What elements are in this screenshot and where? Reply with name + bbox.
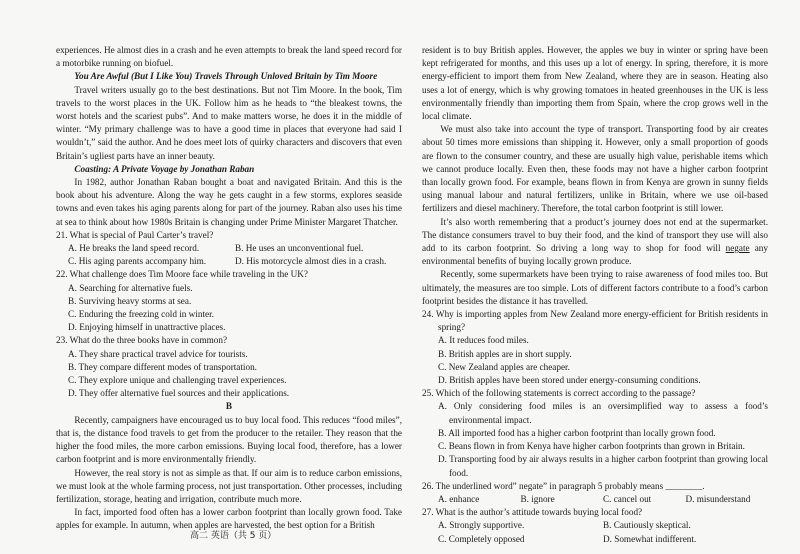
option-26-c: C. cancel out [603,493,652,504]
passage-paragraph: experiences. He almost dies in a crash and he even attempts to break the land speed record for a motorbike running on biofuel. [56,45,402,69]
option-25-c: C. Beans flown in from Kenya have higher carbon footprints than grown in Britain. [438,441,745,452]
option-25-a: A. Only considering food miles is an oversimplified way to assess a food’s environmental impact. [438,401,768,425]
option-21-a: A. He breaks the land speed record. [68,243,200,254]
option-22-c: C. Enduring the freezing cold in winter. [68,309,214,320]
passage-paragraph: resident is to buy British apples. However, the apples we buy in winter or spring have been kept refrigerated for months, and this uses up a lot of energy. In spring, therefore, it is more energy-efficient to import them from New Zealand, where they are in season. Heating also uses a lot of energy, which is why growing tomatoes in heated greenhouses in the UK is less environmentally friendly than importing them from Spain, where the crop grows well in the local climate. [422,45,768,122]
option-22-d: D. Enjoying himself in unattractive places. [68,322,226,333]
option-26-d: D. misunderstand [685,493,751,504]
option-21-c: C. His aging parents accompany him. [68,256,207,267]
underlined-word: negate [725,243,750,254]
passage-paragraph: Recently, campaigners have encouraged us to buy local food. This reduces “food miles”, that is, the distance food travels to get from the producer to the retailer. They reason that the higher the food miles, the more carbon emissions. Buying local food, therefore, has a lower carbon footprint and is more environmentally friendly. [56,414,402,465]
passage-paragraph [422,216,768,269]
question-23: 23. What do the three books have in common? [56,335,228,346]
option-24-c: C. New Zealand apples are cheaper. [438,361,570,372]
question-24: 24. Why is importing apples from New Zealand more energy-efficient for British residents in spring? [422,309,768,333]
book-title: You Are Awful (But I Like You) Travels Through Unloved Britain by Tim Moore [74,71,378,82]
option-24-d: D. British apples have been stored under energy-consuming conditions. [438,375,701,386]
option-23-b: B. They compare different modes of transportation. [68,361,257,372]
option-21-d: D. His motorcycle almost dies in a crash. [235,256,387,267]
text-run: any environmental benefits of buying locally grown produce. [422,243,768,267]
passage-paragraph: Recently, some supermarkets have been trying to raise awareness of food miles too. But ultimately, the measures are too simple. Lots of different factors contribute to a food’s carbon footprint besides the distance it has travelled. [422,269,768,306]
question-22: 22. What challenge does Tim Moore face while traveling in the UK? [56,269,308,280]
passage-paragraph: However, the real story is not as simple as that. If our aim is to reduce carbon emissions, we must look at the whole farming process, not just transportation. Other processes, including fertilization, storage, heating and irrigation, contribute much more. [56,467,402,504]
option-23-d: D. They offer alternative fuel sources and their applications. [68,388,290,399]
passage-paragraph: In 1982, author Jonathan Raban bought a boat and navigated Britain. And this is the book about his adventure. Along the way he gets caught in a few storms, explores seaside towns and even takes his aging parents along for part of the journey. Raban also uses his time at sea to think about how 1980s Britain is changing under Prime Minister Margaret Thatcher. [56,177,402,227]
options-row [438,519,768,532]
options-row [68,242,402,255]
option-23-c: C. They explore unique and challenging travel experiences. [68,375,287,386]
question-25: 25. Which of the following statements is correct according to the passage? [422,388,696,399]
option-25-d: D. Transporting food by air always results in a higher carbon footprint than growing local food. [438,454,768,478]
left-column [56,44,402,533]
passage-paragraph: In fact, imported food often has a lower carbon footprint than locally grown food. Take apples for example. In autumn, when apples are harvested, the best option for a British [56,507,402,531]
option-25-b: B. All imported food has a higher carbon footprint than locally grown food. [438,427,716,438]
options-row [438,533,768,546]
option-27-d: D. Somewhat indifferent. [603,533,697,544]
option-21-b: B. He uses an unconventional fuel. [235,243,364,254]
option-27-b: B. Cautiously skeptical. [603,520,691,531]
text-run: It’s also worth remembering that a product’s journey does not end at the supermarket. The distance consumers travel to buy their food, and the kind of transport they use will also add to its carbon footprint. So driving a long way to shop for food will [422,216,768,254]
page-footer: 高二 英语（共 5 页） [190,531,277,541]
section-heading: B [225,401,233,412]
question-26: 26. The underlined word” negate” in paragraph 5 probably means ________. [422,480,705,491]
option-24-b: B. British apples are in short supply. [438,348,572,359]
option-26-b: B. ignore [520,493,555,504]
book-title: Coasting: A Private Voyage by Jonathan Raban [74,163,255,174]
options-row [68,255,402,268]
option-22-b: B. Surviving heavy storms at sea. [68,295,192,306]
question-27: 27. What is the author’s attitude towards buying local food? [422,507,643,518]
option-26-a: A. enhance [438,493,480,504]
question-21: 21. What is special of Paul Carter’s travel? [56,229,214,240]
passage-paragraph: Travel writers usually go to the best destinations. But not Tim Moore. In the book, Tim travels to the worst places in the UK. Follow him as he heads to “the bleakest towns, the worst hotels and the scariest pubs”. And to make matters worse, he does it in the middle of winter. “My primary challenge was to have a good time in places that everyone had said I wouldn’t,” said the author. And he does meet lots of quirky characters and discovers that even Britain’s ugliest parts have an inner beauty. [56,84,402,161]
passage-paragraph: We must also take into account the type of transport. Transporting food by air creates about 50 times more emissions than shipping it. However, only a small proportion of goods are flown to the consumer country, and these are usually high value, perishable items which we cannot produce locally. Even then, these foods may not have a higher carbon footprint than locally grown food. For example, beans flown in from Kenya are grown in sunny fields using manual labour and natural fertilizers, unlike in Britain, where we use oil-based fertilizers and diesel machinery. Therefore, the total carbon footprint is still lower. [422,124,768,214]
option-23-a: A. They share practical travel advice for tourists. [68,348,248,359]
options-row [438,493,768,506]
right-column [422,44,768,546]
option-27-c: C. Completely opposed [438,533,525,544]
option-27-a: A. Strongly supportive. [438,520,525,531]
option-22-a: A. Searching for alternative fuels. [68,282,193,293]
option-24-a: A. It reduces food miles. [438,335,529,346]
